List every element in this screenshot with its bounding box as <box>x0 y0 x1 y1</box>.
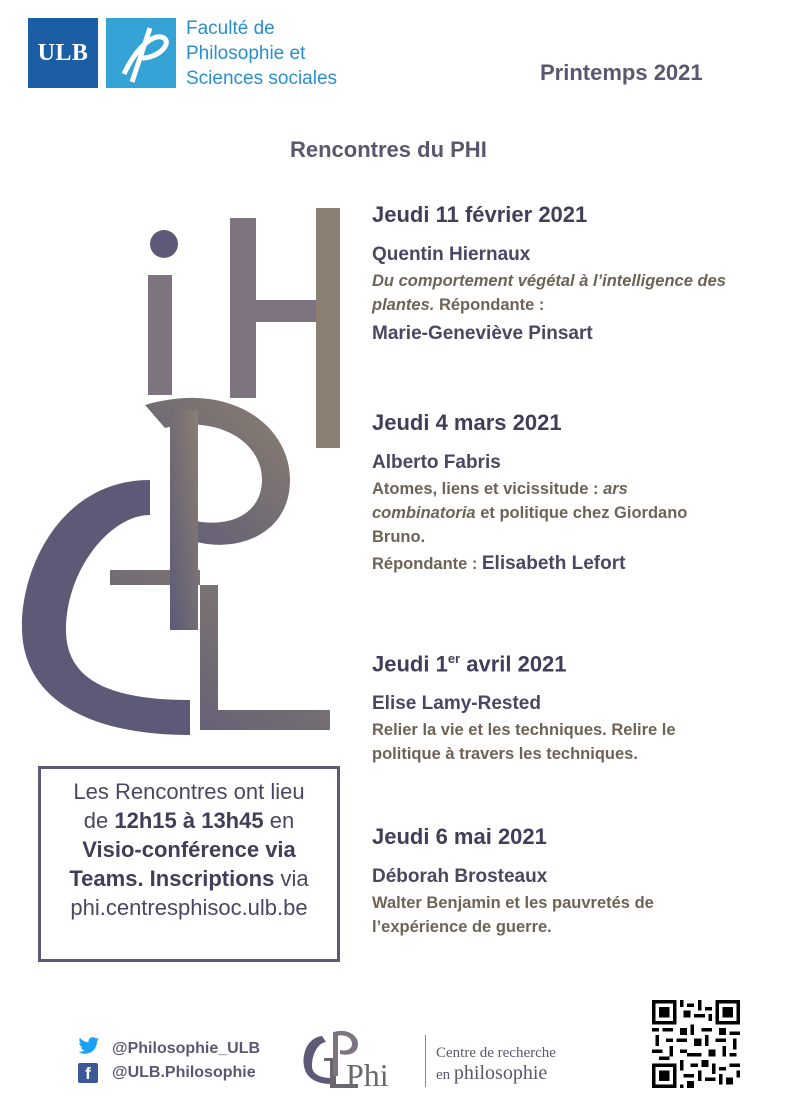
info-line-2-pre: de <box>83 808 115 833</box>
info-line-2 <box>41 806 337 835</box>
faculty-logo-icon <box>106 18 176 88</box>
footer-divider <box>425 1035 426 1087</box>
event-date: Jeudi 6 mai 2021 <box>372 824 547 849</box>
phi-logo-icon <box>300 1028 410 1090</box>
twitter-icon[interactable] <box>78 1036 100 1056</box>
qr-code-icon[interactable] <box>652 1000 740 1088</box>
faculty-line-1: Faculté de <box>186 18 275 39</box>
respondent-name: Elisabeth Lefort <box>481 553 626 574</box>
info-time: 12h15 à 13h45 <box>114 808 264 833</box>
event-talk-pre: Atomes, liens et vicissitude : <box>372 480 604 498</box>
event-talk-post: et politique chez Giordano Bruno. <box>372 504 688 546</box>
event-speaker: Alberto Fabris <box>372 452 501 473</box>
info-visio: Visio-conférence via <box>82 837 296 862</box>
info-line-4-post: via <box>274 866 309 891</box>
respondent-label: Répondante : <box>438 296 545 314</box>
centre-line-2-pre: en <box>436 1067 454 1083</box>
svg-text:Phi: Phi <box>346 1057 389 1090</box>
event-3 <box>372 645 772 766</box>
phi-logo-icon <box>0 190 360 750</box>
event-date-pre: Jeudi 1 <box>372 651 448 677</box>
event-talk-title: Du comportement végétal à l’intelligence des plantes. <box>372 272 726 314</box>
event-speaker: Elise Lamy-Rested <box>372 693 541 715</box>
ulb-logo <box>28 18 98 88</box>
centre-line-2 <box>436 1062 556 1086</box>
event-4 <box>372 823 772 939</box>
event-date: Jeudi 4 mars 2021 <box>372 410 562 435</box>
series-title: Rencontres du PHI <box>290 137 487 162</box>
season-label: Printemps 2021 <box>540 60 703 85</box>
event-date-sup: er <box>447 651 461 666</box>
twitter-handle[interactable]: @Philosophie_ULB <box>112 1040 261 1057</box>
respondent-label: Répondante : <box>372 555 478 573</box>
info-line-3 <box>41 835 337 864</box>
info-line-4 <box>41 864 337 893</box>
ulb-logo-text: ULB <box>37 39 89 66</box>
event-speaker: Quentin Hiernaux <box>372 244 531 265</box>
faculty-line-2: Philosophie et <box>186 43 306 64</box>
faculty-line-3: Sciences sociales <box>186 68 338 89</box>
event-talk: Relier la vie et les techniques. Relire le politique à travers les techniques. <box>372 721 676 764</box>
info-teams: Teams. Inscriptions <box>69 866 275 891</box>
faculty-name <box>186 16 386 91</box>
event-talk <box>372 477 712 549</box>
centre-name <box>436 1044 556 1086</box>
info-box <box>38 766 340 962</box>
event-talk-italic: ars combinatoria <box>372 480 628 522</box>
info-line-1: Les Rencontres ont lieu <box>73 779 305 804</box>
event-1 <box>372 201 772 345</box>
facebook-icon[interactable]: f <box>78 1063 98 1083</box>
centre-line-1: Centre de recherche <box>436 1045 556 1061</box>
event-date-post: avril 2021 <box>460 651 567 677</box>
info-url[interactable]: phi.centresphisoc.ulb.be <box>70 895 308 920</box>
event-2 <box>372 409 772 575</box>
centre-line-2-main: philosophie <box>453 1062 548 1084</box>
event-speaker: Déborah Brosteaux <box>372 866 548 887</box>
info-line-2-post: en <box>263 808 295 833</box>
event-date: Jeudi 11 février 2021 <box>372 202 588 227</box>
event-respondent <box>372 553 772 575</box>
event-date <box>372 645 772 678</box>
respondent-name: Marie-Geneviève Pinsart <box>372 323 593 344</box>
event-talk: Walter Benjamin et les pauvretés de l’expérience de guerre. <box>372 894 654 936</box>
event-talk <box>372 269 772 317</box>
facebook-handle[interactable]: @ULB.Philosophie <box>112 1064 256 1081</box>
